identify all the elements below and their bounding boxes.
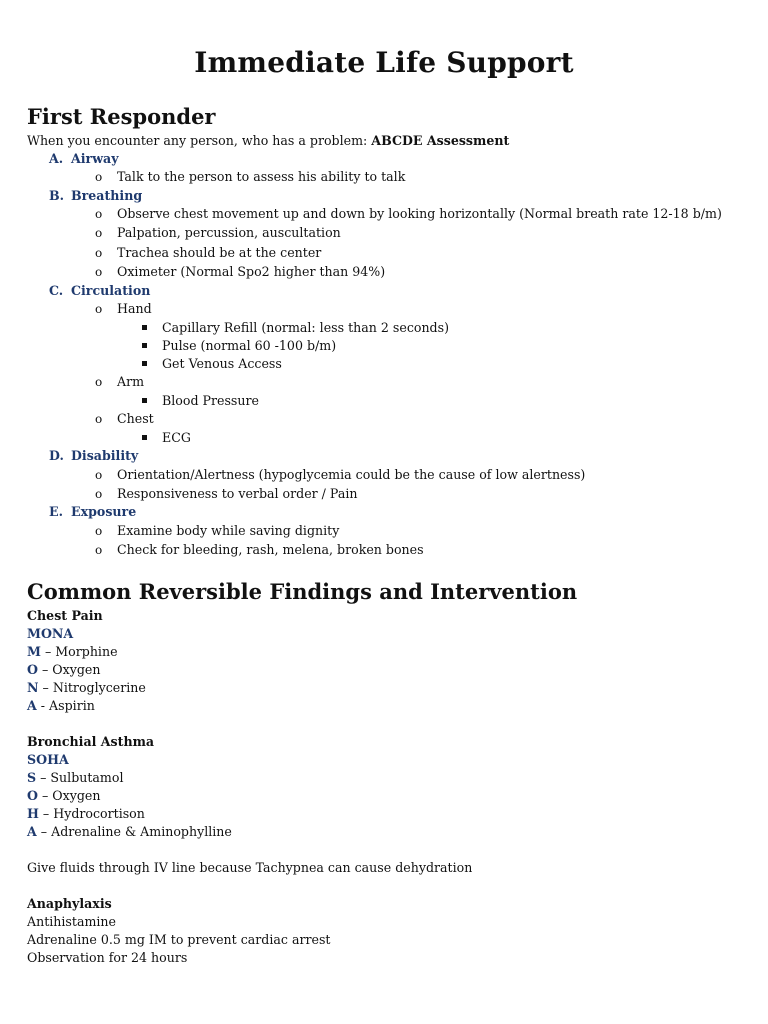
acronym-letter: O	[27, 788, 38, 803]
acronym-separator: –	[37, 788, 53, 803]
acronym-row	[27, 787, 100, 805]
anaphylaxis-line: Observation for 24 hours	[27, 950, 188, 965]
list-subsubitem: Blood Pressure	[162, 393, 259, 408]
circle-bullet-icon: o	[95, 226, 103, 240]
list-subitem: Talk to the person to assess his ability to talk	[117, 169, 406, 184]
circle-bullet-icon: o	[95, 302, 103, 316]
section-heading-first-responder: First Responder	[27, 104, 216, 129]
list-subitem: Orientation/Alertness (hypoglycemia could be the cause of low alertness)	[117, 467, 586, 482]
acronym-letter: S	[27, 770, 37, 785]
acronym-letter: O	[27, 662, 38, 677]
circle-bullet-icon: o	[95, 543, 103, 557]
list-subitem: Trachea should be at the center	[117, 245, 322, 260]
list-marker: E.	[49, 504, 63, 519]
circle-bullet-icon: o	[95, 170, 103, 184]
square-bullet-icon	[142, 343, 147, 348]
acronym-separator: –	[40, 644, 56, 659]
acronym-row	[27, 643, 118, 661]
list-subitem: Examine body while saving dignity	[117, 523, 340, 538]
circle-bullet-icon: o	[95, 412, 103, 426]
circle-bullet-icon: o	[95, 487, 103, 501]
intro-line	[27, 132, 509, 150]
circle-bullet-icon: o	[95, 246, 103, 260]
circle-bullet-icon: o	[95, 468, 103, 482]
acronym-separator: –	[38, 680, 53, 695]
list-item-airway	[49, 150, 119, 168]
list-item-exposure	[49, 503, 136, 521]
list-subitem: Responsiveness to verbal order / Pain	[117, 486, 358, 501]
acronym-meaning: Hydrocortison	[53, 806, 145, 821]
acronym-meaning: Nitroglycerine	[52, 680, 146, 695]
acronym-soha: SOHA	[27, 752, 69, 767]
circle-bullet-icon: o	[95, 375, 103, 389]
acronym-separator: –	[36, 824, 52, 839]
acronym-row	[27, 661, 100, 679]
acronym-separator: –	[38, 806, 54, 821]
circle-bullet-icon: o	[95, 524, 103, 538]
circle-bullet-icon: o	[95, 207, 103, 221]
list-subsubitem: Pulse (normal 60 -100 b/m)	[162, 338, 337, 353]
acronym-meaning: Morphine	[55, 644, 118, 659]
acronym-row	[27, 679, 146, 697]
list-item-label: Circulation	[71, 283, 151, 298]
list-subsubitem: Capillary Refill (normal: less than 2 seconds)	[162, 320, 449, 335]
acronym-meaning: Oxygen	[52, 662, 101, 677]
acronym-meaning: Adrenaline & Aminophylline	[51, 824, 232, 839]
square-bullet-icon	[142, 435, 147, 440]
circle-bullet-icon: o	[95, 265, 103, 279]
anaphylaxis-line: Adrenaline 0.5 mg IM to prevent cardiac arrest	[27, 932, 331, 947]
acronym-meaning: Aspirin	[49, 698, 95, 713]
subsection-title-anaphylaxis: Anaphylaxis	[27, 896, 112, 911]
list-item-breathing	[49, 187, 142, 205]
acronym-row	[27, 823, 232, 841]
list-marker: A.	[49, 151, 64, 166]
acronym-letter: N	[27, 680, 39, 695]
list-item-label: Exposure	[71, 504, 137, 519]
list-subsubitem: Get Venous Access	[162, 356, 282, 371]
list-marker: B.	[49, 188, 65, 203]
acronym-row	[27, 769, 123, 787]
list-item-label: Breathing	[71, 188, 143, 203]
list-item-label: Disability	[71, 448, 139, 463]
acronym-meaning: Oxygen	[52, 788, 101, 803]
subsection-title-bronchial-asthma: Bronchial Asthma	[27, 734, 155, 749]
list-item-label: Airway	[71, 151, 119, 166]
intro-bold-text: ABCDE Assessment	[371, 133, 510, 148]
acronym-separator: -	[36, 698, 50, 713]
list-subitem: Hand	[117, 301, 152, 316]
list-subitem: Check for bleeding, rash, melena, broken bones	[117, 542, 424, 557]
list-item-circulation	[49, 282, 150, 300]
acronym-separator: –	[36, 770, 51, 785]
acronym-letter: M	[27, 644, 41, 659]
square-bullet-icon	[142, 361, 147, 366]
acronym-row	[27, 805, 145, 823]
acronym-separator: –	[37, 662, 53, 677]
acronym-letter: H	[27, 806, 39, 821]
square-bullet-icon	[142, 398, 147, 403]
list-subsubitem: ECG	[162, 430, 191, 445]
list-subitem: Arm	[117, 374, 145, 389]
list-item-disability	[49, 447, 138, 465]
section-heading-reversible-findings: Common Reversible Findings and Intervention	[27, 579, 578, 604]
acronym-meaning: Sulbutamol	[50, 770, 124, 785]
anaphylaxis-line: Antihistamine	[27, 914, 116, 929]
list-subitem: Observe chest movement up and down by looking horizontally (Normal breath rate 12-18 b/m)	[117, 206, 722, 221]
acronym-letter: A	[27, 698, 37, 713]
intro-text: When you encounter any person, who has a problem:	[27, 133, 372, 148]
list-subitem: Chest	[117, 411, 154, 426]
document-title: Immediate Life Support	[194, 46, 574, 79]
fluids-note: Give fluids through IV line because Tachypnea can cause dehydration	[27, 860, 473, 875]
acronym-row	[27, 697, 95, 715]
subsection-title-chest-pain: Chest Pain	[27, 608, 103, 623]
list-marker: D.	[49, 448, 64, 463]
acronym-letter: A	[27, 824, 37, 839]
acronym-mona: MONA	[27, 626, 74, 641]
list-marker: C.	[49, 283, 64, 298]
list-subitem: Palpation, percussion, auscultation	[117, 225, 341, 240]
square-bullet-icon	[142, 325, 147, 330]
list-subitem: Oximeter (Normal Spo2 higher than 94%)	[117, 264, 386, 279]
